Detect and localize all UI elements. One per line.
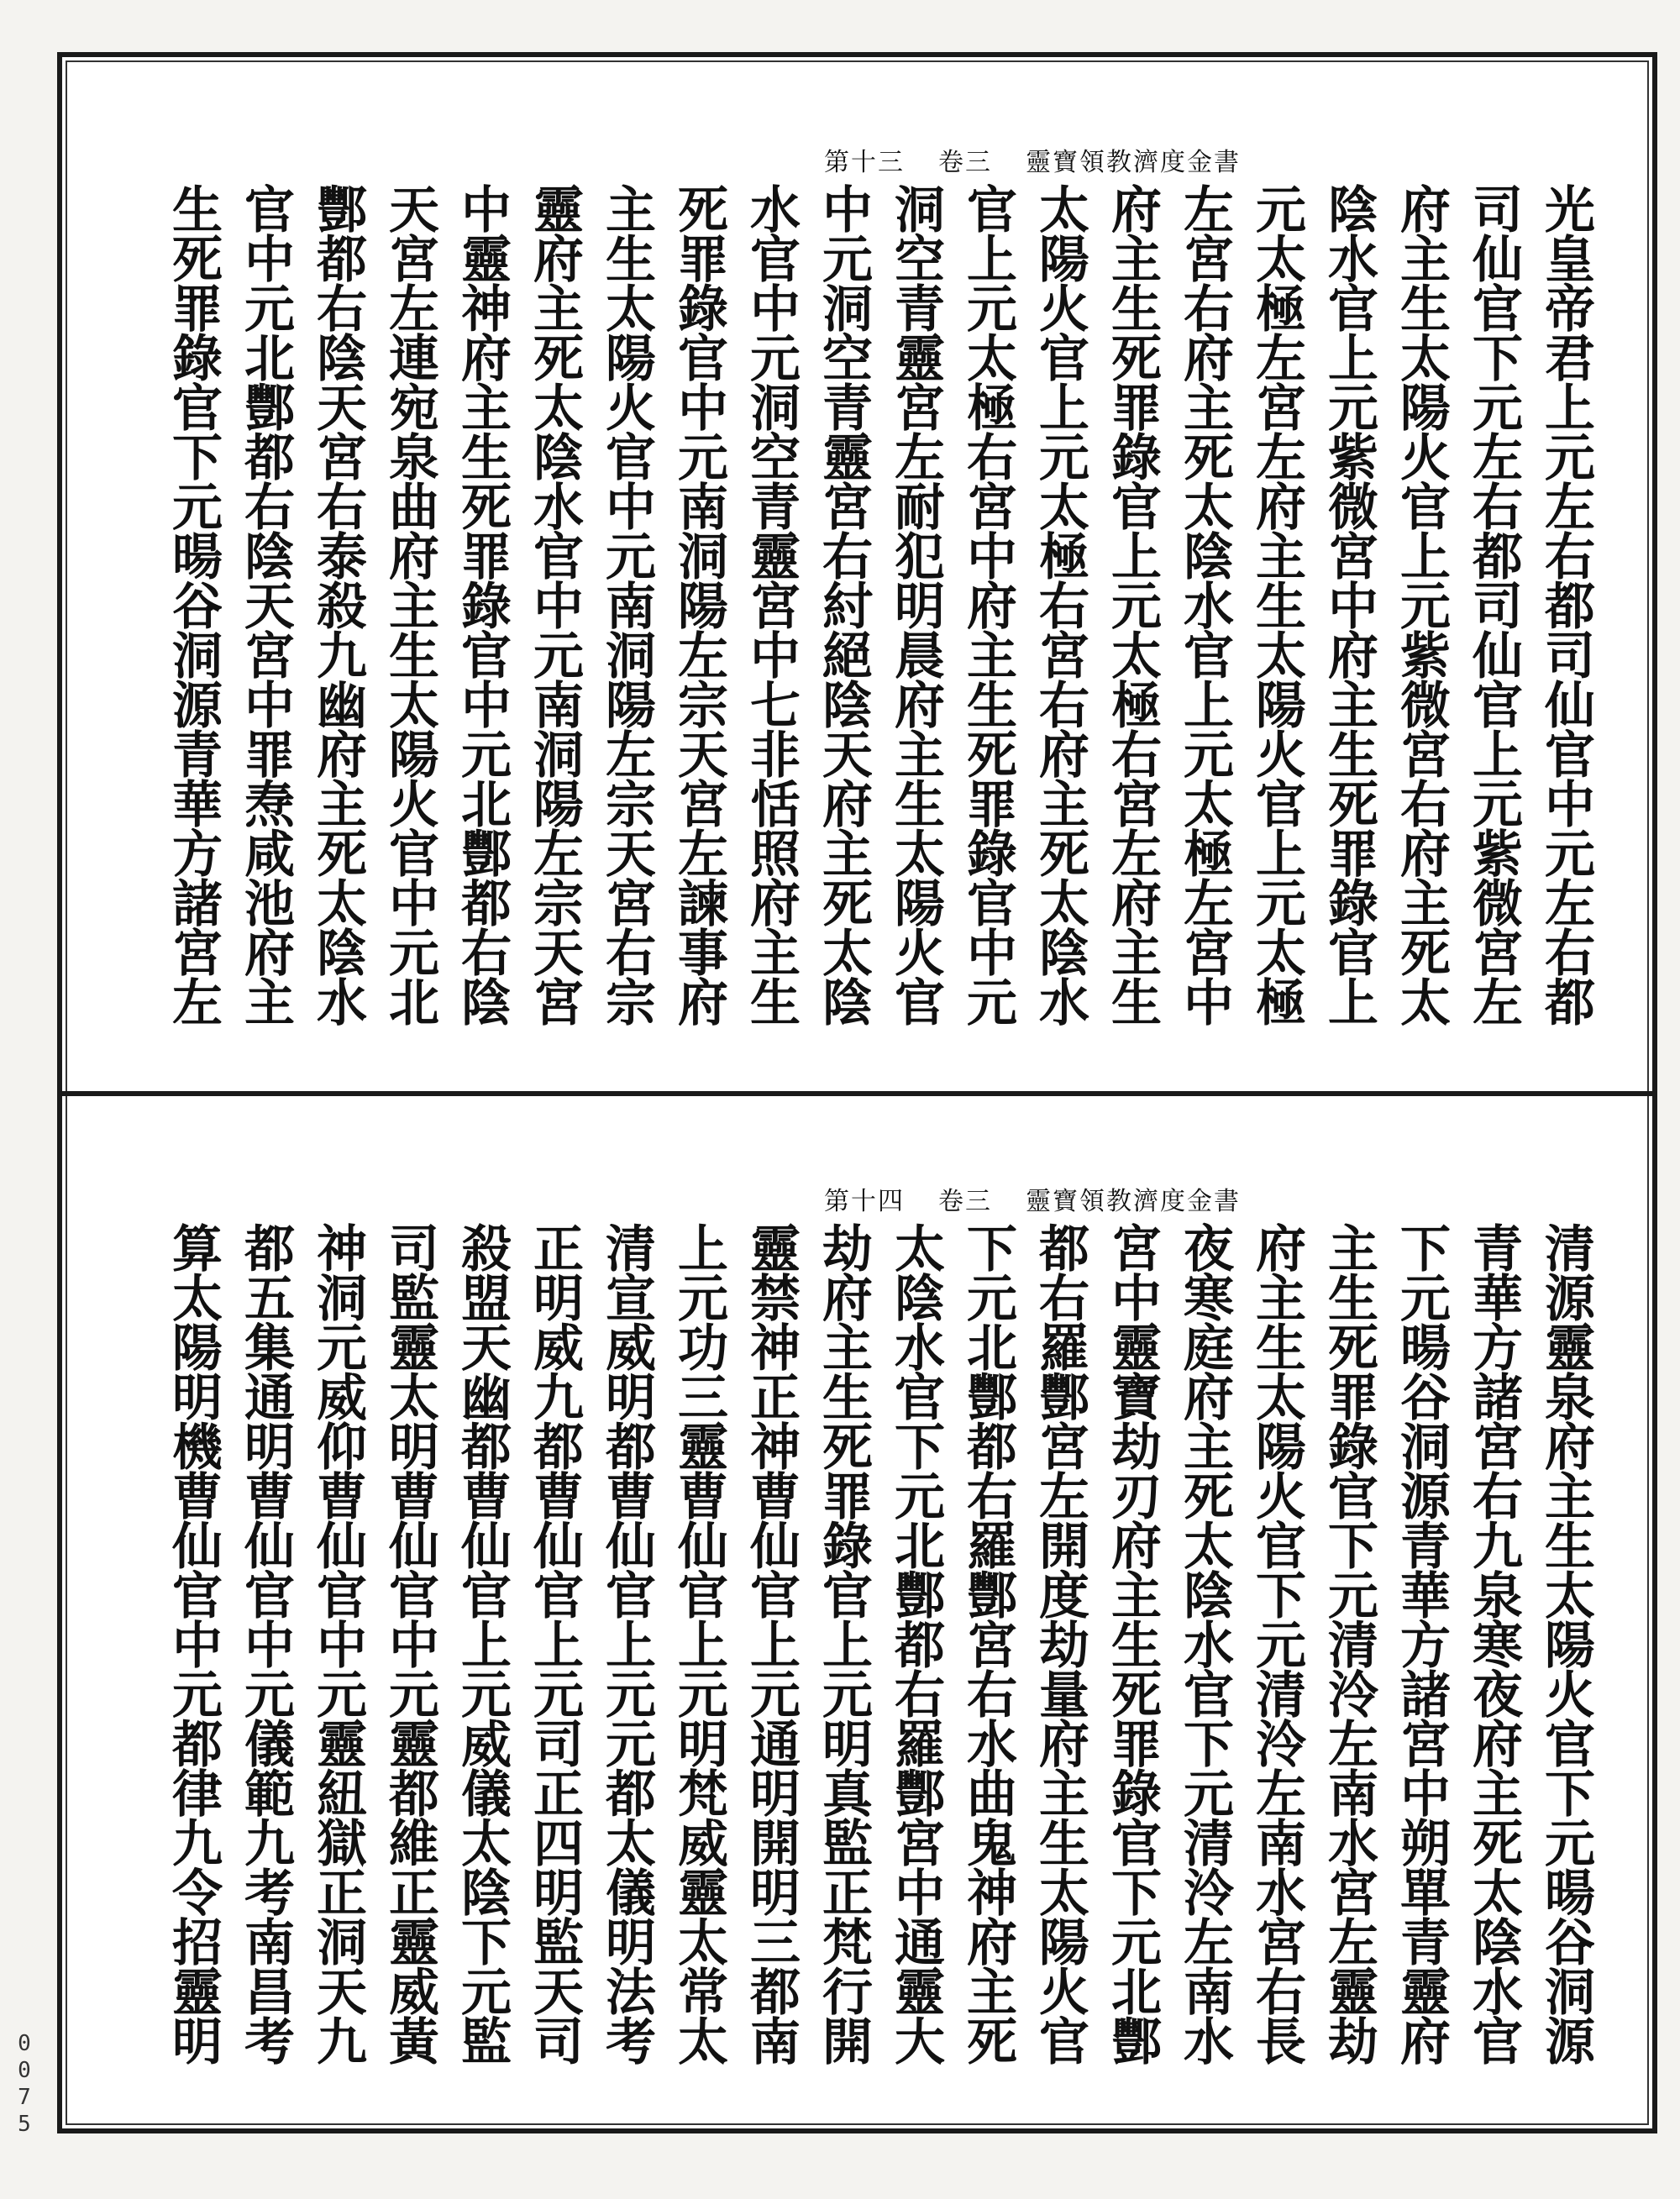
text-column: 都右羅酆宮左開度劫量府主生太陽火官	[1031, 1222, 1089, 2065]
book-title: 靈寶領教濟度金書	[1026, 1187, 1241, 1216]
text-column: 主生死罪錄官下元清泠左南水宮左靈劫	[1320, 1222, 1378, 2065]
text-column: 司仙官下元左右都司仙官上元紫微宮左	[1464, 183, 1523, 1026]
text-column: 上元功三靈曹仙官上元明梵威靈太常太	[669, 1222, 728, 2065]
lower-leaf-header	[790, 1180, 1241, 1217]
text-column: 元太極左宮左府主生太陽火官上元太極	[1247, 183, 1306, 1026]
text-column: 青華方諸宮右九泉寒夜府主死太陰水官	[1464, 1222, 1523, 2065]
text-column: 宮中靈寶劫刃府主生死罪錄官下元北酆	[1103, 1222, 1162, 2065]
upper-leaf-header	[790, 141, 1241, 178]
text-column: 正明威九都曹仙官上元司正四明監天司	[525, 1222, 584, 2065]
text-column: 府主生太陽火官下元清泠左南水宮右長	[1247, 1222, 1306, 2065]
text-column: 清宣威明都曹仙官上元元都太儀明法考	[597, 1222, 656, 2065]
text-column: 陰水官上元紫微宮中府主生死罪錄官上	[1320, 183, 1378, 1026]
text-column: 中靈神府主生死罪錄官中元北酆都右陰	[453, 183, 512, 1026]
text-column: 清源靈泉府主生太陽火官下元暘谷洞源	[1536, 1222, 1595, 2065]
scripture-page	[57, 52, 1657, 2133]
text-column: 靈禁神正神曹仙官上元通明開明三都南	[742, 1222, 801, 2065]
text-column: 都五集通明曹仙官中元儀範九考南昌考	[236, 1222, 295, 2065]
text-column: 中元洞空青靈宮右紂絕陰天府主死太陰	[814, 183, 873, 1026]
text-column: 生死罪錄官下元暘谷洞源青華方諸宮左	[164, 183, 223, 1026]
text-column: 殺盟天幽都曹仙官上元威儀太陰下元監	[453, 1222, 512, 2065]
text-column: 算太陽明機曹仙官中元都律九令招靈明	[164, 1222, 223, 2065]
text-column: 官上元太極右宮中府主生死罪錄官中元	[958, 183, 1017, 1026]
text-column: 司監靈太明曹仙官中元靈都維正靈威黃	[381, 1222, 439, 2065]
book-title: 靈寶領教濟度金書	[1026, 148, 1241, 177]
lower-leaf	[62, 1096, 1652, 2132]
text-column: 洞空青靈宮左耐犯明晨府主生太陽火官	[886, 183, 945, 1026]
leaf-number: 第十四	[824, 1187, 905, 1216]
upper-leaf	[62, 57, 1652, 1091]
lower-text-columns	[157, 1222, 1602, 2070]
text-column: 太陰水官下元北酆都右羅酆宮中通靈大	[886, 1222, 945, 2065]
text-column: 光皇帝君上元左右都司仙官中元左右都	[1536, 183, 1595, 1026]
text-column: 水官中元洞空青靈宮中七非恬照府主生	[742, 183, 801, 1026]
volume-label: 卷三	[938, 148, 992, 177]
volume-label: 卷三	[938, 1187, 992, 1216]
text-column: 下元北酆都右羅酆宮右水曲鬼神府主死	[958, 1222, 1017, 2065]
text-column: 官中元北酆都右陰天宮中罪焘咸池府主	[236, 183, 295, 1026]
text-column: 主生太陽火官中元南洞陽左宗天宮右宗	[597, 183, 656, 1026]
leaf-number: 第十三	[824, 148, 905, 177]
text-column: 下元暘谷洞源青華方諸宮中朔單青靈府	[1392, 1222, 1451, 2065]
text-column: 死罪錄官中元南洞陽左宗天宮左諫事府	[669, 183, 728, 1026]
upper-text-columns	[157, 183, 1602, 1031]
scan-page-number: 0075	[12, 2031, 37, 2139]
text-column: 夜寒庭府主死太陰水官下元清泠左南水	[1175, 1222, 1234, 2065]
text-column: 劫府主生死罪錄官上元明真監正梵行開	[814, 1222, 873, 2065]
text-column: 府主生太陽火官上元紫微宮右府主死太	[1392, 183, 1451, 1026]
text-column: 府主生死罪錄官上元太極右宮左府主生	[1103, 183, 1162, 1026]
text-column: 神洞元威仰曹仙官中元靈紐獄正洞天九	[308, 1222, 367, 2065]
text-column: 酆都右陰天宮右泰殺九幽府主死太陰水	[308, 183, 367, 1026]
text-column: 左宮右府主死太陰水官上元太極左宮中	[1175, 183, 1234, 1026]
text-column: 靈府主死太陰水官中元南洞陽左宗天宮	[525, 183, 584, 1026]
text-column: 太陽火官上元太極右宮右府主死太陰水	[1031, 183, 1089, 1026]
text-column: 天宮左連宛泉曲府主生太陽火官中元北	[381, 183, 439, 1026]
